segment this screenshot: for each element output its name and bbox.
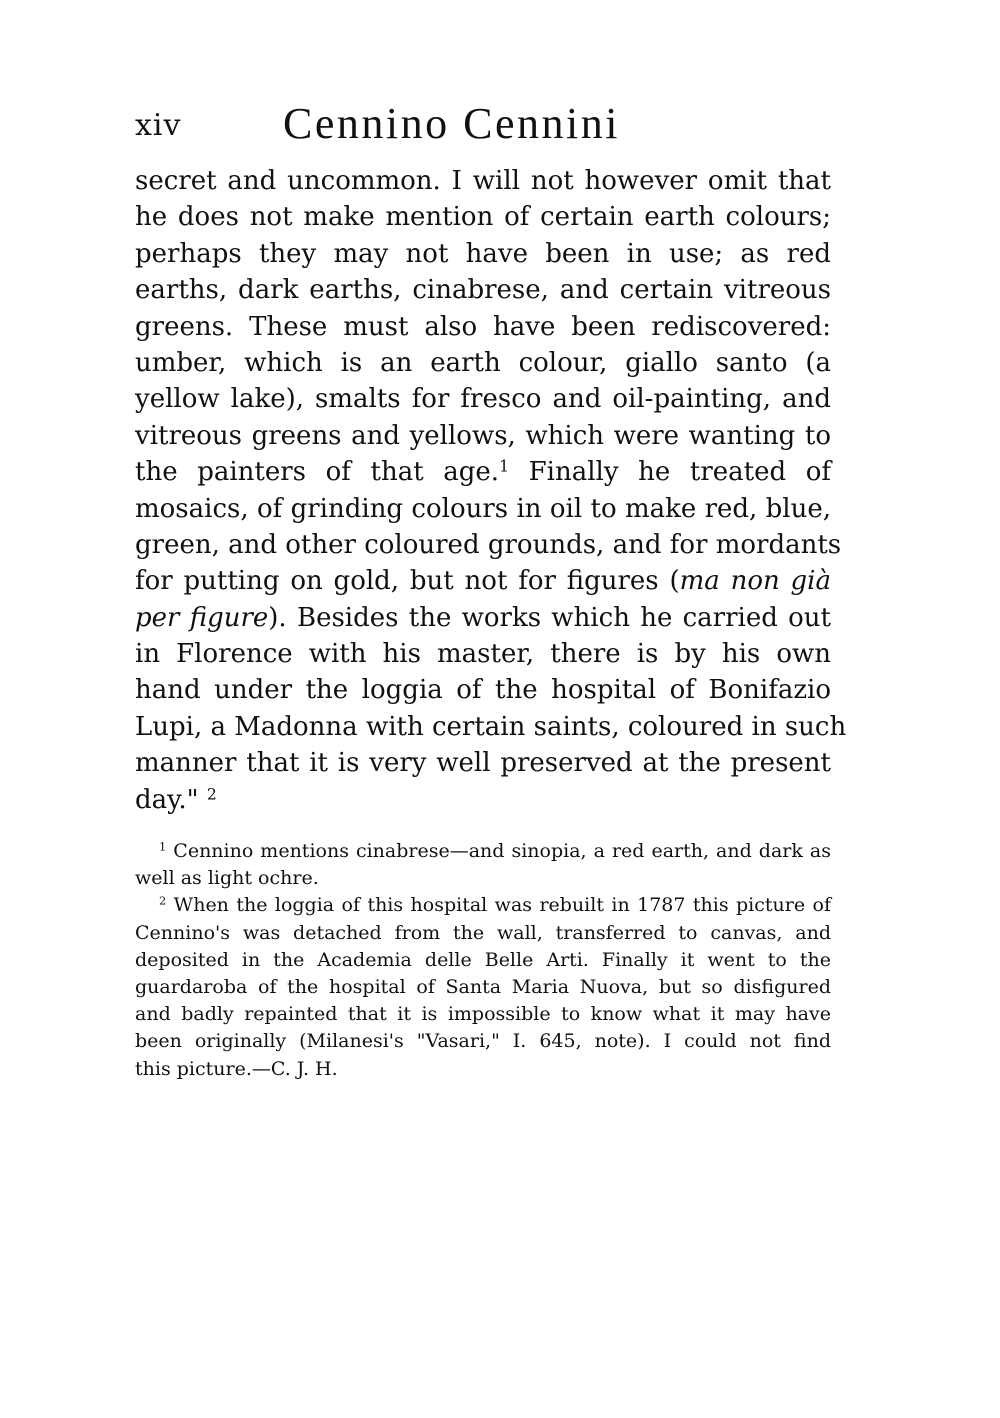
running-title: Cennino Cennini [283, 99, 620, 148]
text-segment: ). Besides the works which he carried out [268, 602, 831, 633]
footnote-line: and badly repainted that it is impossible to know what it may have [135, 1003, 831, 1026]
text-line: manner that it is very well preserved at the present [135, 748, 831, 779]
italic-phrase: per figure [135, 602, 269, 633]
footnote-line [135, 838, 831, 865]
text-segment: the painters of that age. [135, 457, 500, 488]
footnote-ref-1: 1 [499, 457, 509, 476]
footnote-line: been originally (Milanesi's "Vasari," I. 645, note). I could not find [135, 1030, 831, 1053]
text-line: yellow lake), smalts for fresco and oil-painting, and [135, 384, 831, 415]
text-line: perhaps they may not have been in use; as red [135, 238, 831, 269]
text-line [135, 600, 831, 636]
body-text [135, 163, 847, 818]
text-line: vitreous greens and yellows, which were wanting to [135, 420, 831, 451]
footnotes [135, 838, 831, 1083]
text-segment: When the loggia of this hospital was rebuilt in 1787 this picture of [173, 894, 831, 917]
text-line: umber, which is an earth colour, giallo santo (a [135, 347, 831, 378]
text-segment: day." [135, 784, 199, 815]
text-line [135, 454, 831, 490]
footnote-line [135, 892, 831, 919]
footnote-1 [135, 838, 831, 892]
footnote-marker: 2 [159, 894, 167, 909]
text-line: secret and uncommon. I will not however omit that [135, 166, 831, 196]
text-segment: Finally he treated of [528, 457, 832, 488]
text-line: in Florence with his master, there is by his own [135, 639, 831, 670]
text-line: green, and other coloured grounds, and for mordants [135, 529, 842, 560]
italic-phrase: ma non già [679, 566, 831, 597]
text-line: he does not make mention of certain earth colours; [135, 202, 831, 233]
footnote-line: guardaroba of the hospital of Santa Maria Nuova, but so disfigured [135, 975, 831, 998]
text-segment: Cennino mentions cinabrese—and sinopia, a red earth, and dark as [173, 840, 831, 862]
footnote-marker: 1 [159, 839, 167, 854]
text-line [135, 563, 831, 599]
text-line: Lupi, a Madonna with certain saints, coloured in such [135, 711, 847, 742]
text-segment: for putting on gold, but not for figures ( [135, 566, 680, 597]
text-line: greens. These must also have been rediscovered: [135, 311, 831, 342]
text-line: hand under the loggia of the hospital of Bonifazio [135, 675, 831, 706]
footnote-line: well as light ochre. [135, 867, 319, 890]
footnote-line: Cennino's was detached from the wall, transferred to canvas, and [135, 921, 831, 944]
text-line: mosaics, of grinding colours in oil to make red, blue, [135, 493, 831, 524]
footnote-line: deposited in the Academia delle Belle Arti. Finally it went to the [135, 948, 831, 971]
text-line: earths, dark earths, cinabrese, and certain vitreous [135, 275, 831, 306]
footnote-2 [135, 892, 831, 1082]
text-line [135, 782, 831, 818]
page-number: xiv [135, 108, 182, 143]
footnote-ref-2: 2 [206, 785, 217, 804]
footnote-line: this picture.—C. J. H. [135, 1057, 338, 1080]
running-head [135, 98, 835, 158]
